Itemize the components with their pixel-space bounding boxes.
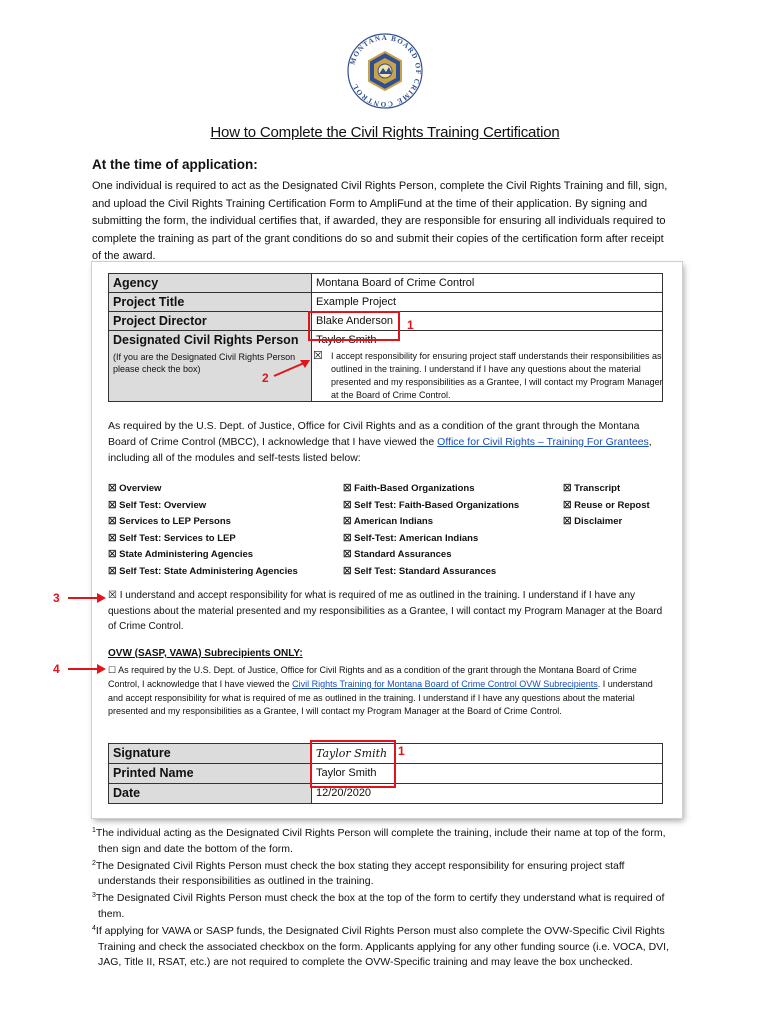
checked-box-icon: ☒ (563, 483, 572, 494)
certify-text: I understand and accept responsibility for what is required of me as outlined in the training. I understand if I have any questions about the material presented and my responsibilities as a Grantee, I will contact my Program Manager at the Board of Crime Control. (108, 590, 663, 632)
crp-note: (If you are the Designated Civil Rights Person please check the box) (113, 352, 296, 374)
module-item[interactable]: ☒ Self Test: Standard Assurances (343, 565, 497, 577)
agency-label: Agency (109, 274, 312, 293)
module-item[interactable]: ☒ Self-Test: American Indians (343, 532, 479, 544)
svg-text:MONTANA BOARD OF CRIME CONTROL: MONTANA BOARD OF CRIME CONTROL (348, 33, 423, 109)
footnote: $^3$The Designated Civil Rights Person must check the box at the top of the form to certify they understand what is required of them. (92, 892, 665, 920)
module-item[interactable]: ☒ Self Test: Overview (108, 499, 207, 511)
page-title: How to Complete the Civil Rights Training Certification (210, 124, 560, 141)
crp-value[interactable]: Taylor Smith (316, 334, 377, 346)
checked-box-icon: ☒ (343, 483, 352, 494)
checked-box-icon: ☒ (108, 549, 117, 560)
marker-4: 4 (53, 662, 60, 676)
arrow-4-icon (66, 663, 108, 675)
arrow-2-icon (272, 358, 312, 380)
project-director-value[interactable]: Blake Anderson (312, 312, 663, 331)
ack-text-end: , including all of the modules and self-tests listed below: (108, 436, 652, 464)
marker-1-signature: 1 (398, 744, 405, 758)
module-column-3 (563, 481, 650, 531)
module-item[interactable]: ☒ Standard Assurances (343, 549, 452, 560)
ovw-text: As required by the U.S. Dept. of Justice, Office for Civil Rights and as a condition of the grant through the Montana Board of Crime Control, I acknowledge that I have viewed the (108, 665, 637, 689)
module-item[interactable]: ☒ Transcript (563, 483, 621, 494)
printed-name-value[interactable]: Taylor Smith (312, 764, 663, 784)
arrow-3-icon (66, 592, 108, 604)
crp-statement: I accept responsibility for ensuring project staff understands their responsibilities as outlined in the training. I understand if I have any questions about the material presented and my responsibilities as a Grantee, I will contact my Program Manager at the Board of Crime Control. (331, 351, 663, 400)
checked-box-icon: ☒ (108, 516, 117, 527)
module-item[interactable]: ☒ Self Test: Faith-Based Organizations (343, 499, 520, 511)
module-item[interactable]: ☒ Reuse or Repost (563, 499, 650, 511)
module-column-1 (108, 481, 298, 580)
marker-2: 2 (262, 371, 269, 385)
checked-box-icon: ☒ (108, 565, 117, 577)
signature-value[interactable]: Taylor Smith (312, 744, 663, 764)
checked-box-icon: ☒ (343, 532, 352, 544)
footnote: $^1$The individual acting as the Designated Civil Rights Person will complete the training, include their name at top of the form, then sign and date the bottom of the form. (92, 827, 666, 855)
module-item[interactable]: ☒ State Administering Agencies (108, 549, 254, 560)
module-item[interactable]: ☒ American Indians (343, 516, 434, 527)
highlight-box-director (308, 311, 400, 341)
date-label: Date (109, 784, 312, 804)
ack-text: As required by the U.S. Dept. of Justice, Office for Civil Rights and as a condition of the grant through the Montana Board of Crime Control (MBCC), I acknowledge that I have viewed the (108, 420, 640, 448)
acknowledgement (108, 418, 668, 466)
intro-paragraph: One individual is required to act as the Designated Civil Rights Person, complete the Civil Rights Training and fill, sign, and upload the Civil Rights Training Certification Form to AmpliFund at the time of their application. By signing and submitting the form, the individual certifies that, if awarded, they are responsible for ensuring all individuals required to complete the training as part of the grant conditions do so and submit their copies of the certification form after receipt of the award. (92, 180, 668, 262)
crp-responsibility (313, 350, 663, 402)
footnotes (92, 826, 682, 972)
checked-box-icon: ☒ (563, 516, 572, 527)
module-item[interactable]: ☒ Services to LEP Persons (108, 516, 231, 527)
agency-value[interactable]: Montana Board of Crime Control (312, 274, 663, 293)
logo-graphic (346, 32, 424, 110)
project-title-value[interactable]: Example Project (312, 293, 663, 312)
project-director-label: Project Director (109, 312, 312, 331)
mbcc-logo (346, 32, 424, 110)
checked-box-icon: ☒ (343, 565, 352, 577)
module-item[interactable]: ☒ Overview (108, 483, 162, 494)
certify-checkbox[interactable]: ☒ (108, 590, 117, 601)
crp-label: Designated Civil Rights Person (113, 333, 299, 347)
module-item[interactable]: ☒ Self Test: Services to LEP (108, 532, 236, 544)
checked-box-icon: ☒ (343, 499, 352, 511)
ovw-training-link[interactable]: Civil Rights Training for Montana Board of Crime Control OVW Subrecipients (292, 678, 598, 689)
crp-checkbox[interactable]: ☒ (313, 350, 323, 362)
module-item[interactable]: ☒ Faith-Based Organizations (343, 483, 475, 494)
printed-name-label: Printed Name (109, 764, 312, 784)
checked-box-icon: ☒ (563, 499, 572, 511)
checked-box-icon: ☒ (108, 483, 117, 494)
project-title-label: Project Title (109, 293, 312, 312)
ovw-heading: OVW (SASP, VAWA) Subrecipients ONLY: (108, 648, 303, 659)
module-item[interactable]: ☒ Disclaimer (563, 516, 623, 527)
ovw-statement (108, 664, 668, 719)
marker-1: 1 (407, 318, 414, 332)
ovw-text-end: . I understand and accept responsibility for what is required of me as outlined in the training. I understand if I have any questions about the material presented and my responsibilities as a Grantee, I will contact my Program Manager at the Board of Crime Control. (108, 678, 653, 717)
footnote: $^4$If applying for VAWA or SASP funds, the Designated Civil Rights Person must also complete the OVW-Specific Civil Rights Training and check the associated checkbox on the form. Applicants applying for any other funding source (i.e. VOCA, DVI, JAG, Title II, RSAT, etc.) are not required to complete the OVW-Specific training and may leave the box unchecked. (92, 924, 670, 969)
checked-box-icon: ☒ (108, 499, 117, 511)
marker-3: 3 (53, 591, 60, 605)
highlight-box-signature (310, 740, 396, 788)
module-column-2 (343, 481, 519, 580)
signature-label: Signature (109, 744, 312, 764)
footnote: $^2$The Designated Civil Rights Person must check the box stating they accept responsibility for ensuring project staff understands their responsibilities as outlined in the training. (92, 859, 625, 888)
checked-box-icon: ☒ (343, 549, 352, 560)
checked-box-icon: ☒ (343, 516, 352, 527)
module-item[interactable]: ☒ Self Test: State Administering Agencies (108, 565, 298, 577)
date-value[interactable]: 12/20/2020 (312, 784, 663, 804)
section-heading: At the time of application: (92, 157, 258, 172)
certification-statement (108, 588, 668, 635)
training-link[interactable]: Office for Civil Rights – Training For Grantees (437, 436, 649, 448)
checked-box-icon: ☒ (108, 532, 117, 544)
ovw-checkbox[interactable]: ☐ (108, 665, 117, 675)
